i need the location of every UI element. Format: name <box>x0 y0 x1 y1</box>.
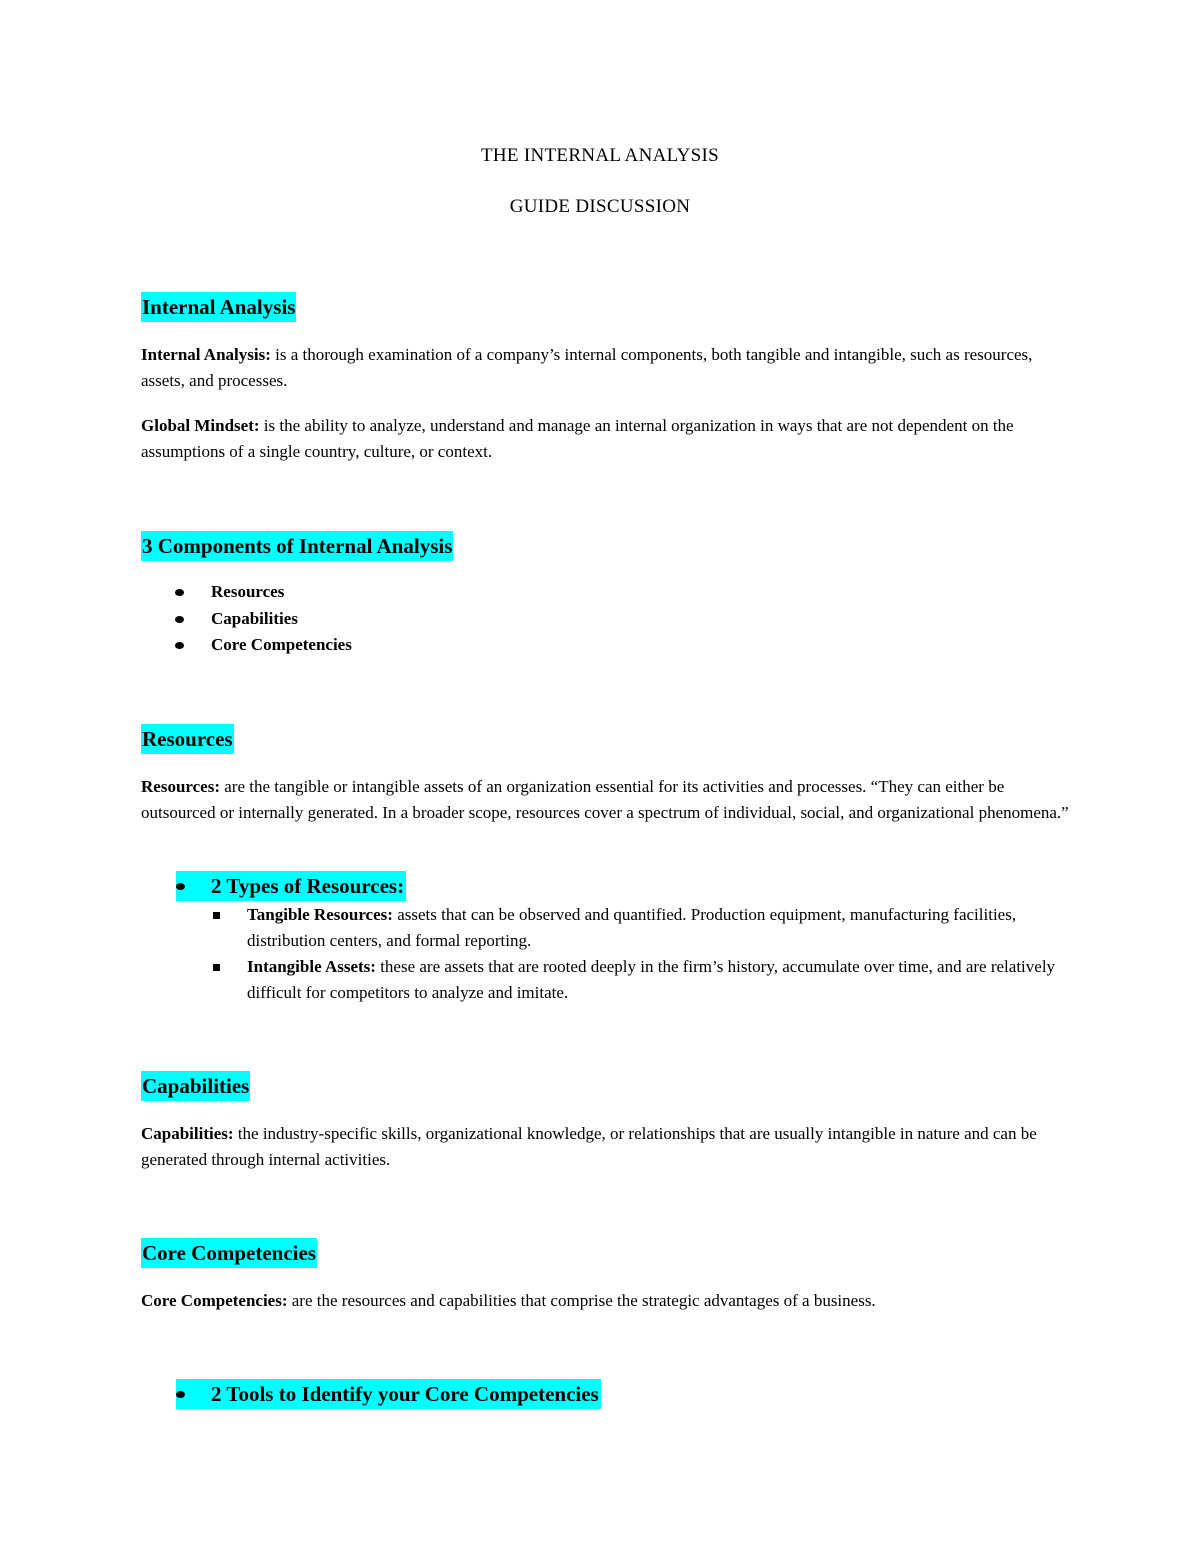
definition-internal-analysis <box>141 342 1071 394</box>
definition-term: Global Mindset: <box>141 416 260 435</box>
type-text: assets that can be observed and quantified. Production equipment, manufacturing facilities, distribution centers, and formal reporting. <box>247 905 1017 950</box>
document-subtitle: GUIDE DISCUSSION <box>509 196 691 217</box>
definition-term: Internal Analysis: <box>141 345 271 364</box>
document-title: THE INTERNAL ANALYSIS <box>480 145 719 166</box>
subheading-tools <box>176 1379 601 1409</box>
list-item-label: Capabilities <box>211 608 298 628</box>
section-heading-resources: Resources <box>141 724 234 754</box>
definition-text: is the ability to analyze, understand and manage an internal organization in ways that are not dependent on the assumptions of a single country, culture, or context. <box>141 416 1014 461</box>
definition-term: Capabilities: <box>141 1124 234 1143</box>
bullet-icon <box>176 1391 185 1398</box>
subheading-label: 2 Tools to Identify your Core Competencies <box>211 1382 599 1406</box>
definition-text: are the resources and capabilities that comprise the strategic advantages of a business. <box>287 1291 876 1310</box>
section-heading-components: 3 Components of Internal Analysis <box>141 531 453 561</box>
components-list <box>141 579 352 659</box>
definition-term: Resources: <box>141 777 220 796</box>
list-item <box>212 954 1072 1006</box>
bullet-icon <box>175 616 184 623</box>
list-item <box>141 632 352 659</box>
definition-capabilities <box>141 1121 1071 1173</box>
list-item <box>141 606 352 633</box>
definition-resources <box>141 774 1071 826</box>
list-item <box>212 902 1072 954</box>
definition-text: are the tangible or intangible assets of an organization essential for its activities and processes. “They can either be outsourced or internally generated. In a broader scope, resources cover a spectrum of individual, social, and organizational phenomena.” <box>141 777 1069 822</box>
section-heading-capabilities: Capabilities <box>141 1071 250 1101</box>
square-bullet-icon <box>213 964 220 971</box>
list-item-label: Resources <box>211 582 285 601</box>
definition-term: Core Competencies: <box>141 1291 288 1310</box>
list-item <box>141 579 352 606</box>
subheading-resource-types <box>176 871 406 901</box>
type-term: Intangible Assets: <box>247 957 376 976</box>
section-heading-internal-analysis: Internal Analysis <box>141 292 296 322</box>
definition-global-mindset <box>141 413 1071 465</box>
type-text: these are assets that are rooted deeply in the firm’s history, accumulate over time, and are relatively difficult for competitors to analyze and imitate. <box>247 957 1056 1002</box>
bullet-icon <box>176 883 185 890</box>
definition-text: is a thorough examination of a company’s internal components, both tangible and intangible, such as resources, assets, and processes. <box>141 345 1033 390</box>
bullet-icon <box>175 589 184 596</box>
resource-types-list <box>212 902 1072 1006</box>
subheading-label: 2 Types of Resources: <box>211 874 405 898</box>
square-bullet-icon <box>213 912 220 919</box>
type-term: Tangible Resources: <box>247 905 393 924</box>
definition-core-competencies <box>141 1288 1071 1314</box>
definition-text: the industry-specific skills, organizational knowledge, or relationships that are usually intangible in nature and can be generated through internal activities. <box>141 1124 1037 1169</box>
bullet-icon <box>175 642 184 649</box>
list-item-label: Core Competencies <box>211 635 352 654</box>
section-heading-core-competencies: Core Competencies <box>141 1238 317 1268</box>
